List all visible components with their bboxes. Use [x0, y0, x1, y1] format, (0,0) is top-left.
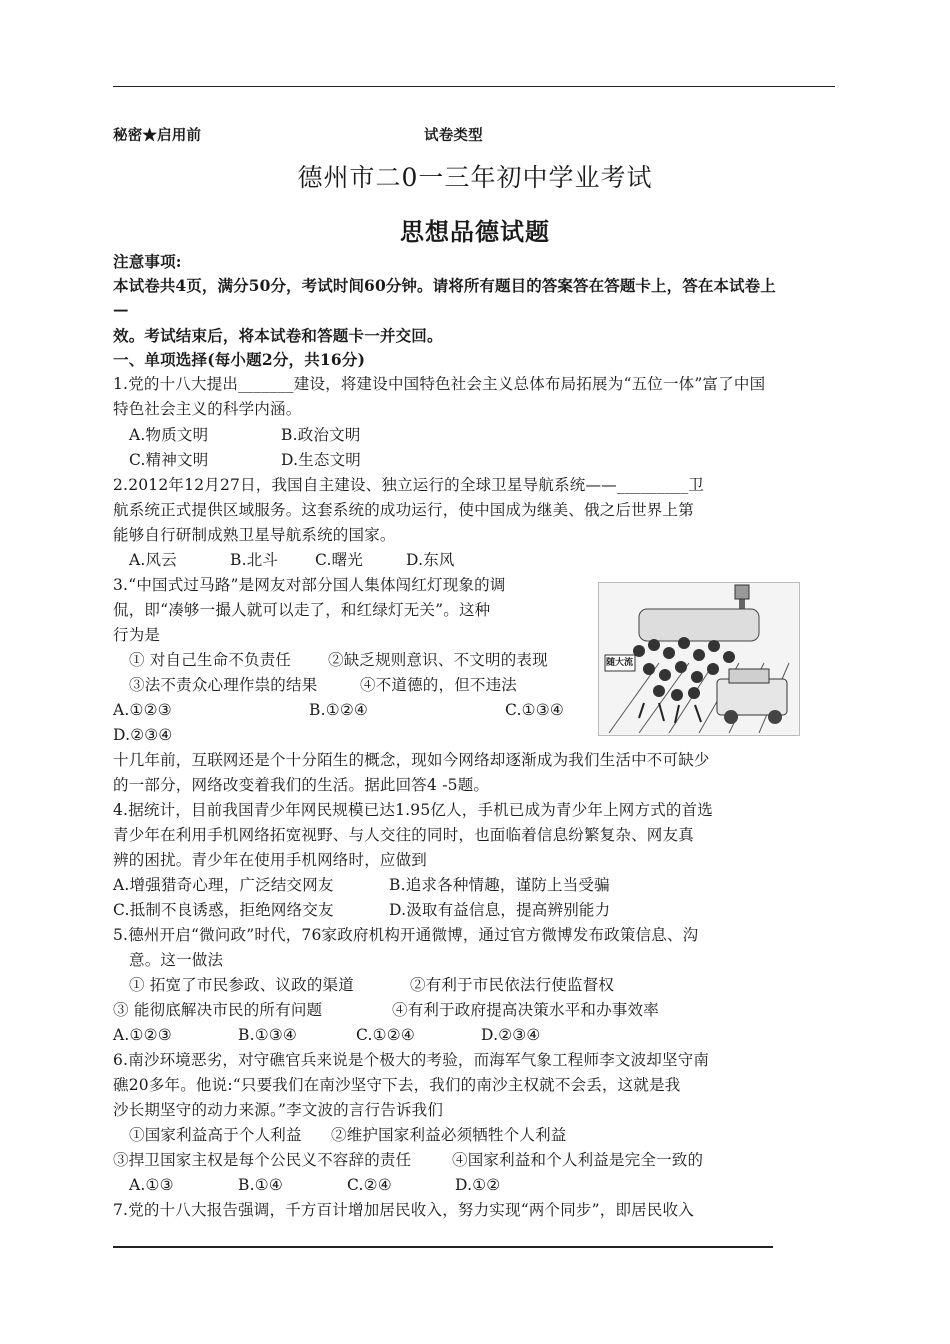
q4-option-c: C.抵制不良诱惑，拒绝网络交友	[113, 901, 334, 919]
q3-stem-1: 3.“中国式过马路”是网友对部分国人集体闯红灯现象的调	[113, 576, 506, 594]
q1-stem-2: 特色社会主义的科学内涵。	[113, 400, 302, 418]
q5-item-2: ②有利于市民依法行使监督权	[410, 976, 615, 994]
bottom-rule	[113, 1246, 773, 1248]
q3-stem-3: 行为是	[113, 626, 161, 644]
q6-item-3: ③捍卫国家主权是每个公民义不容辞的责任	[113, 1151, 412, 1169]
q4-stem-3: 辨的困扰。青少年在使用手机网络时，应做到	[113, 851, 428, 869]
crowd-sign-label: 随大流	[606, 658, 634, 668]
q2-option-d: D.东风	[406, 551, 455, 569]
passage-line-1: 十几年前，互联网还是个十分陌生的概念，现如今网络却逐渐成为我们生活中不可缺少	[113, 751, 710, 769]
q6-option-d: D.①②	[455, 1176, 501, 1194]
q3-option-a: A.①②③	[113, 701, 172, 719]
q3-item-4: ④不道德的，但不违法	[360, 676, 518, 694]
q3-stem-2: 侃，即“凑够一撮人就可以走了，和红绿灯无关”。这种	[113, 601, 491, 619]
q4-option-d: D.汲取有益信息，提高辨别能力	[389, 901, 611, 919]
q7-stem-1: 7.党的十八大报告强调，千方百计增加居民收入，努力实现“两个同步”，即居民收入	[113, 1201, 694, 1219]
q2-option-c: C.曙光	[315, 551, 364, 569]
q2-option-a: A.风云	[129, 551, 177, 569]
q5-item-3: ③ 能彻底解决市民的所有问题	[113, 1001, 323, 1019]
q1-option-d: D.生态文明	[281, 451, 362, 469]
q1-option-a: A.物质文明	[129, 426, 209, 444]
exam-title: 德州市二0一三年初中学业考试	[297, 163, 653, 192]
q6-item-4: ④国家利益和个人利益是完全一致的	[452, 1151, 704, 1169]
q2-option-b: B.北斗	[230, 551, 279, 569]
q2-stem-3: 能够自行研制成熟卫星导航系统的国家。	[113, 526, 396, 544]
q6-option-b: B.①④	[238, 1176, 283, 1194]
q3-option-c: C.①③④	[505, 701, 564, 719]
subject-title: 思想品德试题	[400, 217, 550, 246]
q2-stem-2: 航系统正式提供区域服务。这套系统的成功运行，使中国成为继美、俄之后世界上第	[113, 501, 694, 519]
q6-stem-2: 礁20多年。他说:“只要我们在南沙坚守下去，我们的南沙主权就不会丢，这就是我	[113, 1076, 681, 1094]
q4-stem-2: 青少年在利用手机网络拓宽视野、与人交往的同时，也面临着信息纷繁复杂、网友真	[113, 826, 694, 844]
paper-type-label: 试卷类型	[424, 127, 483, 144]
notice-line-1: 本试卷共4页，满分50分，考试时间60分钟。请将所有题目的答案答在答题卡上，答在本试卷上	[113, 276, 776, 295]
q3-item-2: ②缺乏规则意识、不文明的表现	[328, 651, 548, 669]
q5-stem-1: 5.德州开启“微问政”时代，76家政府机构开通微博，通过官方微博发布政策信息、沟	[113, 926, 699, 944]
crossing-road-illustration	[598, 582, 800, 736]
q6-option-a: A.①③	[129, 1176, 174, 1194]
q3-item-1: ① 对自己生命不负责任	[129, 651, 292, 669]
q1-option-b: B.政治文明	[281, 426, 361, 444]
q1-option-c: C.精神文明	[129, 451, 209, 469]
notice-heading: 注意事项:	[113, 252, 182, 271]
q5-option-c: C.①②④	[356, 1026, 415, 1044]
q4-option-b: B.追求各种情趣，谨防上当受骗	[389, 876, 610, 894]
q5-option-b: B.①③④	[238, 1026, 298, 1044]
q6-stem-3: 沙长期坚守的动力来源。”李文波的言行告诉我们	[113, 1101, 444, 1119]
q3-option-d: D.②③④	[113, 726, 173, 744]
notice-line-2: 效。考试结束后，将本试卷和答题卡一并交回。	[113, 326, 443, 345]
q6-option-c: C.②④	[347, 1176, 392, 1194]
passage-line-2: 的一部分，网络改变着我们的生活。据此回答4 -5题。	[113, 776, 490, 794]
secret-label: 秘密★启用前	[113, 127, 202, 144]
q5-item-4: ④有利于政府提高决策水平和办事效率	[392, 1001, 659, 1019]
q5-option-a: A.①②③	[113, 1026, 172, 1044]
q6-stem-1: 6.南沙环境恶劣，对守礁官兵来说是个极大的考验，而海军气象工程师李文波却坚守南	[113, 1051, 710, 1069]
section-1-heading: 一、单项选择(每小题2分，共16分)	[113, 350, 366, 369]
q1-stem-1: 1.党的十八大提出_______建设，将建设中国特色社会主义总体布局拓展为“五位一体”富了中国	[113, 375, 766, 393]
q2-stem-1: 2.2012年12月27日，我国自主建设、独立运行的全球卫星导航系统——_________卫	[113, 476, 705, 494]
q5-stem-2: 意。这一做法	[129, 951, 224, 969]
q3-item-3: ③法不责众心理作祟的结果	[129, 676, 318, 694]
top-rule	[113, 86, 835, 87]
q6-item-2: ②维护国家利益必须牺牲个人利益	[331, 1126, 567, 1144]
q3-option-b: B.①②④	[309, 701, 369, 719]
q5-option-d: D.②③④	[481, 1026, 541, 1044]
q6-item-1: ①国家利益高于个人利益	[129, 1126, 302, 1144]
q4-stem-1: 4.据统计，目前我国青少年网民规模已达1.95亿人，手机已成为青少年上网方式的首选	[113, 801, 714, 819]
q4-option-a: A.增强猎奇心理，广泛结交网友	[113, 876, 334, 894]
notice-line-1-cont: —	[113, 300, 129, 319]
q5-item-1: ① 拓宽了市民参政、议政的渠道	[129, 976, 354, 994]
